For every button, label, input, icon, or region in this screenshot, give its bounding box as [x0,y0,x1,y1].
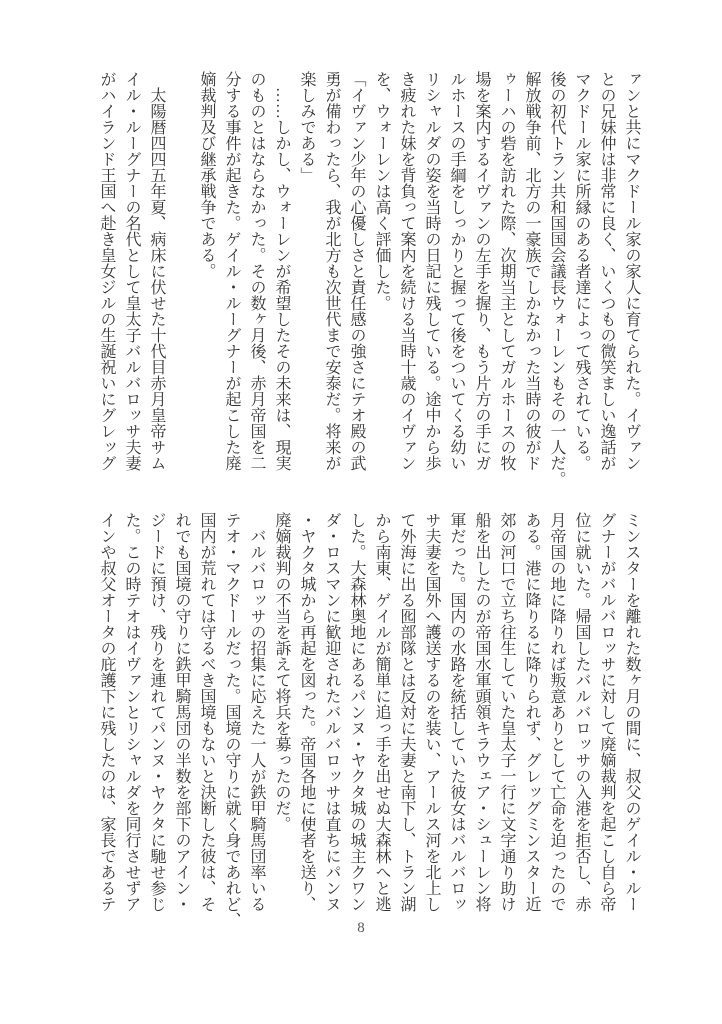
text-line: がハイランド王国へ赴き皇女ジルの生誕祝いにグレッグ [98,71,115,471]
text-line: て外海に出る囮部隊とは反対に夫妻と南下し、トラン湖 [398,512,415,912]
text-line: 場を案内するイヴァンの左手を握り、もう片方の手にガ [473,71,490,471]
text-line: ……しかし、ウォーレンが希望したその未来は、現実 [273,71,290,471]
text-line: 太陽暦四四五年夏、病床に伏せた十代目赤月皇帝サム [148,71,165,471]
text-line: 嫡裁判及び継承戦争である。 [198,71,215,279]
text-block-bottom [94,512,644,928]
text-line: ゥーハの砦を訪れた際、次期当主としてガルホースの牧 [498,71,515,471]
text-line: との兄妹仲は非常に良く、いくつもの微笑ましい逸話が [598,71,615,471]
text-line: サ夫妻を国外へ護送するのを装い、アールス河を北上し [423,512,440,912]
text-line: グナーがバルバロッサに対して廃嫡裁判を起こし自ら帝 [598,512,615,912]
text-line: ルホースの手綱をしっかりと握って後をついてくる幼い [448,71,465,471]
text-line: 船を出したのが帝国水軍頭領キラウェア・シューレン将 [473,512,490,912]
text-line: た。この時テオはイヴァンとリシャルダを同行させずア [123,512,140,912]
text-line: 「イヴァン少年の心優しさと責任感の強さにテオ殿の武 [348,71,365,471]
text-line: から南東、ゲイルが簡単に追っ手を出せぬ大森林へと逃 [373,512,390,912]
text-line: ァンと共にマクドール家の家人に育てられた。イヴァン [623,71,640,471]
text-line: 位に就いた。帰国したバルバロッサの入港を拒否し、赤 [573,512,590,912]
text-line: のものとはならなかった。その数ヶ月後、赤月帝国を二 [248,71,265,471]
text-line: イル・ルーグナーの名代として皇太子バルバロッサ夫妻 [123,71,140,471]
text-line: を、ウォーレンは高く評価した。 [373,71,390,311]
text-line: した。大森林奥地にあるパンヌ・ヤクタ城の城主クワン [348,512,365,912]
text-block-top [94,71,644,487]
text-line: き疲れた妹を背負って案内を続ける当時十歳のイヴァン [398,71,415,471]
text-line: 郊の河口で立ち往生していた皇太子一行に文字通り助け [498,512,515,912]
text-line [169,71,194,471]
text-line: リシャルダの姿を当時の日記に残している。途中から歩 [423,71,440,471]
text-line: 後の初代トラン共和国国会議長ウォーレンもその一人だ。 [548,71,565,487]
text-line: ある。港に降りるに降りられず、グレッグミンスター近 [523,512,540,912]
text-line: れでも国境の守りに鉄甲騎馬団の半数を部下のアイン・ [173,512,190,912]
text-line: 楽しみである」 [298,71,315,183]
text-line: ジードに預け、残りを連れてパンヌ・ヤクタに馳せ参じ [148,512,165,912]
page-number: 8 [357,920,365,936]
text-line: 廃嫡裁判の不当を訴えて将兵を募ったのだ。 [273,512,290,832]
text-line: テオ・マクドールだった。国境の守りに就く身であれど、 [223,512,240,928]
text-line: インや叔父オータの庇護下に残したのは、家長であるテ [98,512,115,912]
text-line: マクドール家に所縁のある者達によって残されている。 [573,71,590,471]
text-line: 月帝国の地に降りれば叛意ありとして亡命を迫ったので [548,512,565,912]
text-line: 国内が荒れては守るべき国境もないと決断した彼は、そ [198,512,215,912]
text-line: 勇が備わったら、我が北方も次世代まで安泰だ。将来が [323,71,340,471]
text-line: バルバロッサの招集に応えた一人が鉄甲騎馬団率いる [248,512,265,912]
text-line: 解放戦争前、北方の一豪族でしかなかった当時の彼がド [523,71,540,471]
text-line: ・ヤクタ城から再起を図った。帝国各地に使者を送り、 [298,512,315,912]
text-line: ミンスターを離れた数ヶ月の間に、叔父のゲイル・ルー [623,512,640,912]
text-line: ダ・ロスマンに歓迎されたバルバロッサは直ちにパンヌ [323,512,340,912]
text-line: 軍だった。国内の水路を統括していた彼女はバルバロッ [448,512,465,912]
text-line: 分する事件が起きた。ゲイル・ルーグナーが起こした廃 [223,71,240,471]
